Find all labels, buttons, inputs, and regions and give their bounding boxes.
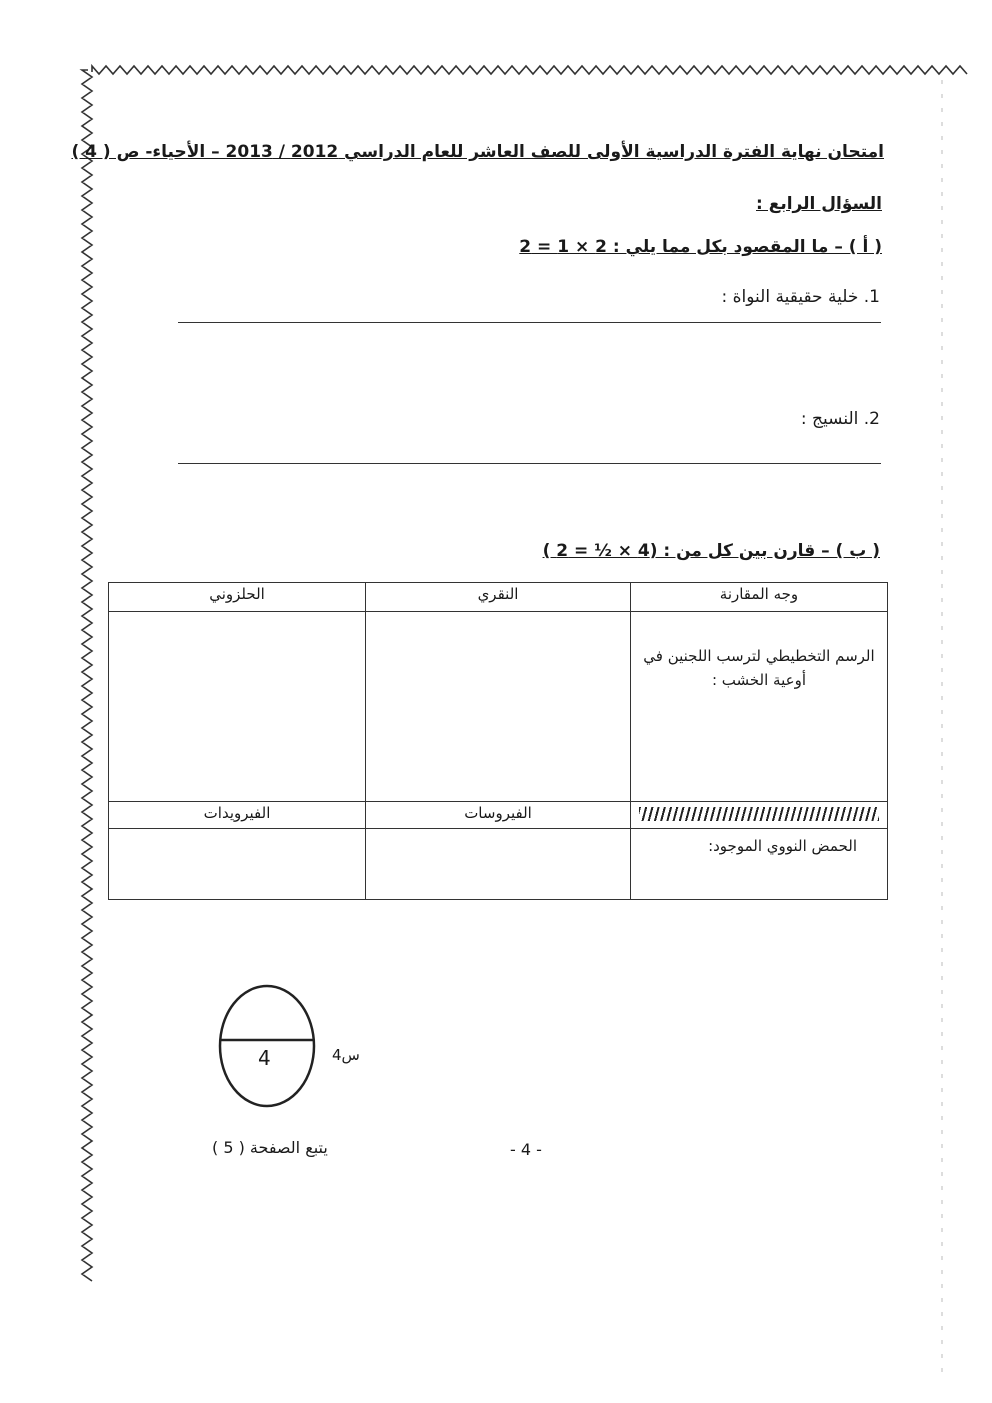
table-header-row xyxy=(109,583,888,612)
header-cell-pitted: النقري xyxy=(366,583,631,612)
item-label: خلية حقيقية النواة : xyxy=(721,287,859,307)
header-cell-spiral: الحلزوني xyxy=(109,583,366,612)
answer-cell-viruses[interactable] xyxy=(366,829,631,900)
part-a-title: ( أ ) – ما المقصود بكل مما يلي : 2 × 1 = 2 xyxy=(519,237,882,257)
answer-cell-pitted[interactable] xyxy=(366,612,631,802)
row-label-nucleic-acid: الحمض النووي الموجود: xyxy=(630,829,887,900)
answer-line-1[interactable] xyxy=(178,322,881,323)
answer-cell-viroids[interactable] xyxy=(109,829,366,900)
table-row xyxy=(109,829,888,900)
exam-header: امتحان نهاية الفترة الدراسية الأولى للصف العاشر للعام الدراسي 2012 / 2013 – الأحياء- ص ( 4 ) xyxy=(71,142,884,162)
table-row xyxy=(109,612,888,802)
continue-note: يتبع الصفحة ( 5 ) xyxy=(212,1138,328,1157)
item-1 xyxy=(722,287,881,307)
hatched-cell xyxy=(630,802,887,829)
row-label-lignin: الرسم التخطيطي لترسب اللجنين في أوعية الخشب : xyxy=(630,612,887,802)
header-cell-viruses: الفيروسات xyxy=(366,802,631,829)
score-value: 4 xyxy=(258,1046,271,1070)
question-title: السؤال الرابع : xyxy=(756,194,882,214)
item-number: 1. xyxy=(863,287,880,307)
item-label: النسيج : xyxy=(800,409,859,429)
header-cell-viroids: الفيرويدات xyxy=(109,802,366,829)
score-question-label: س4 xyxy=(332,1046,360,1064)
item-2 xyxy=(801,409,880,429)
page-number: - 4 - xyxy=(510,1140,542,1159)
answer-line-2[interactable] xyxy=(178,463,881,464)
header-cell-aspect: وجه المقارنة xyxy=(630,583,887,612)
answer-cell-spiral[interactable] xyxy=(109,612,366,802)
item-number: 2. xyxy=(863,409,880,429)
table-subheader-row xyxy=(109,802,888,829)
comparison-table xyxy=(108,582,888,900)
part-b-title: ( ب ) – قارن بين كل من : (4 × ½ = 2 ) xyxy=(542,541,880,561)
